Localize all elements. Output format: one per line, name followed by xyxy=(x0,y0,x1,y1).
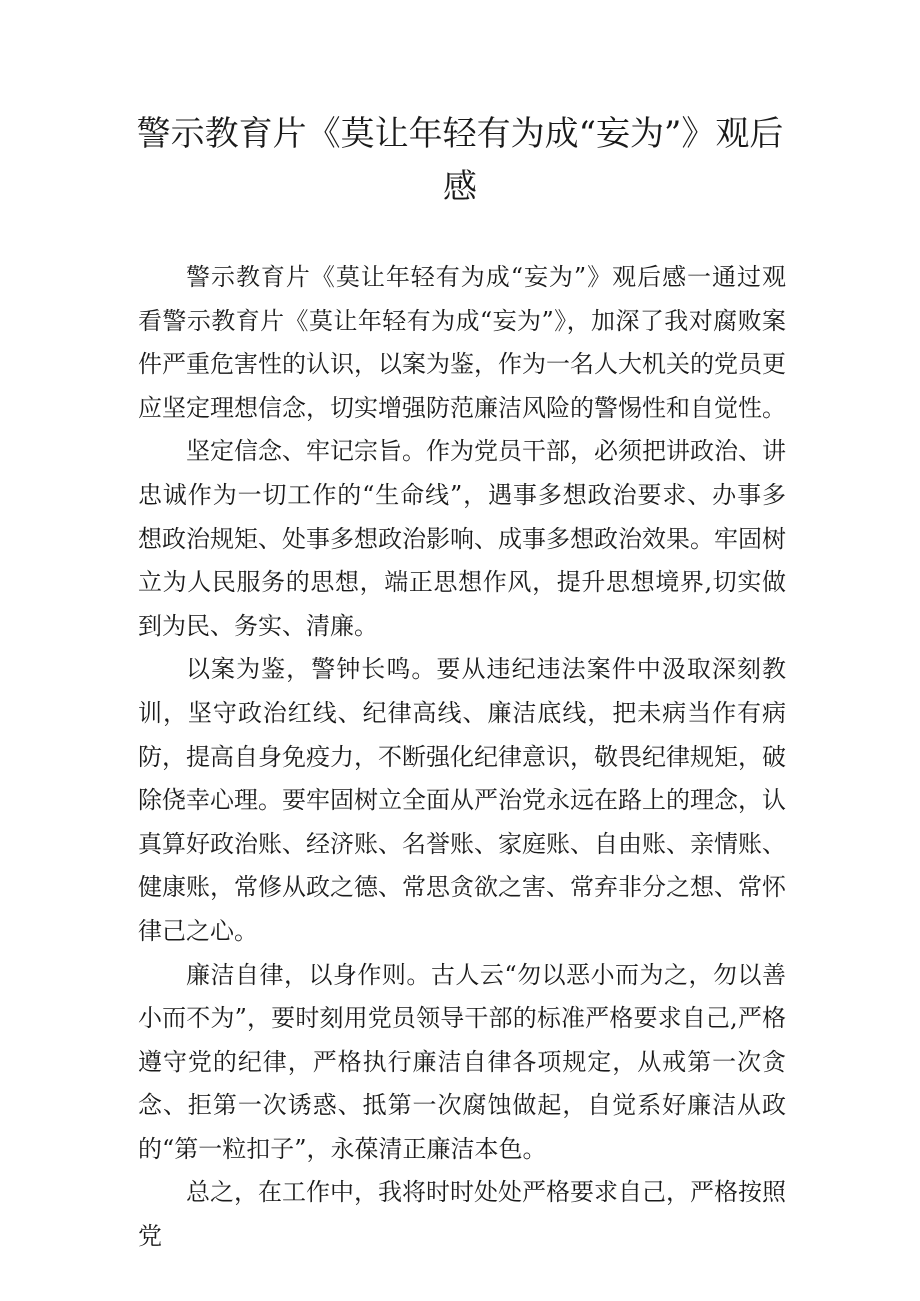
document-title: 警示教育片《莫让年轻有为成“妄为”》观后感 xyxy=(136,114,784,207)
paragraph-conclusion: 总之，在工作中，我将时时处处严格要求自己，严格按照党 xyxy=(138,1178,786,1251)
document-body xyxy=(138,256,786,1259)
paragraph-intro: 警示教育片《莫让年轻有为成“妄为”》观后感一通过观看警示教育片《莫让年轻有为成“妄为”》，加深了我对腐败案件严重危害性的认识，以案为鉴，作为一名人大机关的党员更应坚定理想信念，切实增强防范廉洁风险的警惕性和自觉性。 xyxy=(138,263,786,422)
paragraph-firm-belief: 坚定信念、牢记宗旨。作为党员干部，必须把讲政治、讲忠诚作为一切工作的“生命线”，遇事多想政治要求、办事多想政治规矩、处事多想政治影响、成事多想政治效果。牢固树立为人民服务的思想，端正思想作风，提升思想境界,切实做到为民、务实、清廉。 xyxy=(138,437,786,640)
paragraph-lessons: 以案为鉴，警钟长鸣。要从违纪违法案件中汲取深刻教训，坚守政治红线、纪律高线、廉洁底线，把未病当作有病防，提高自身免疫力，不断强化纪律意识，敬畏纪律规矩，破除侥幸心理。要牢固树立全面从严治党永远在路上的理念，认真算好政治账、经济账、名誉账、家庭账、自由账、亲情账、健康账，常修从政之德、常思贪欲之害、常弃非分之想、常怀律己之心。 xyxy=(138,655,786,945)
paragraph-self-discipline: 廉洁自律，以身作则。古人云“勿以恶小而为之，勿以善小而不为”，要时刻用党员领导干部的标准严格要求自己,严格遵守党的纪律，严格执行廉洁自律各项规定，从戒第一次贪念、拒第一次诱惑、抵第一次腐蚀做起，自觉系好廉洁从政的“第一粒扣子”，永葆清正廉洁本色。 xyxy=(138,960,786,1163)
